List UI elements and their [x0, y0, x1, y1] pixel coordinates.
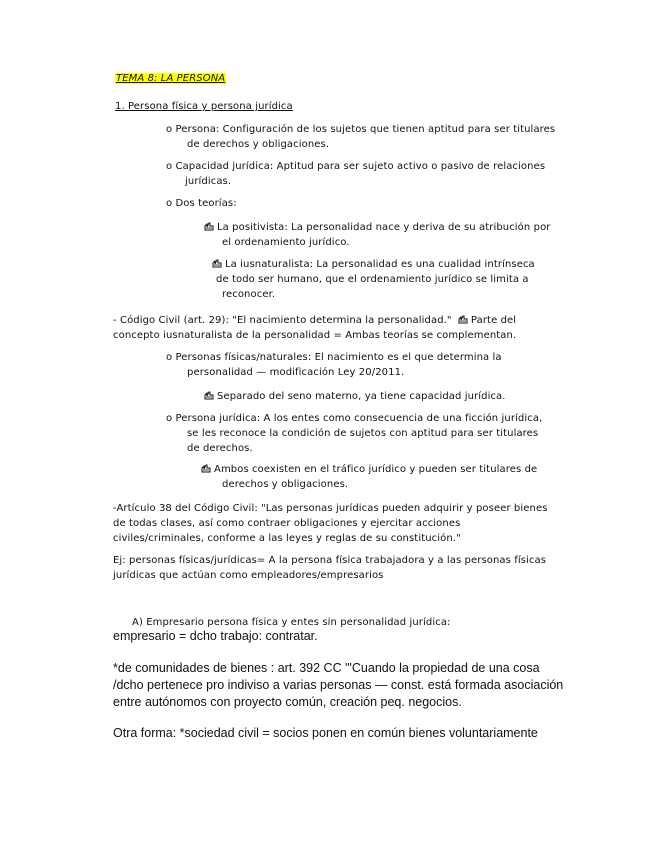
ejemplo-cont: jurídicas que actúan como empleadores/empresarios — [113, 570, 384, 581]
empresario-line: empresario = dcho trabajo: contratar. — [113, 629, 318, 643]
sub-bullet-iusnaturalista-cont: de todo ser humano, que el ordenamiento jurídico se limita a — [216, 274, 529, 285]
hand-pointer-icon — [204, 391, 214, 400]
comunidades-cont2: entre autónomos con proyecto común, creación peq. negocios. — [113, 695, 462, 709]
bullet-persona-juridica-cont2: de derechos. — [187, 443, 253, 454]
section-heading-1: 1. Persona física y persona jurídica — [115, 101, 293, 112]
bullet-persona-juridica-cont: se les reconoce la condición de sujetos con aptitud para ser titulares — [187, 428, 539, 439]
bullet-personas-fisicas-cont: personalidad — modificación Ley 20/2011. — [187, 367, 405, 378]
bullet-persona-cont: de derechos y obligaciones. — [187, 139, 330, 150]
bullet-persona-juridica: o Persona jurídica: A los entes como consecuencia de una ficción jurídica, — [166, 413, 543, 424]
hand-pointer-icon — [201, 464, 211, 473]
sub-bullet-positivista-cont: el ordenamiento jurídico. — [222, 237, 350, 248]
otra-forma-line: Otra forma: *sociedad civil = socios ponen en común bienes voluntariamente — [113, 726, 538, 740]
bullet-persona: o Persona: Configuración de los sujetos que tienen aptitud para ser titulares — [166, 124, 556, 135]
sub-bullet-ambos: Ambos coexisten en el tráfico jurídico y pueden ser titulares de — [201, 462, 537, 477]
bullet-capacidad-cont: jurídicas. — [185, 176, 232, 187]
articulo-38-cont: de todas clases, así como contraer obligaciones y ejercitar acciones — [113, 518, 461, 529]
articulo-38-cont2: civiles/criminales, conforme a las leyes y reglas de su constitución." — [113, 533, 461, 544]
comunidades-line: *de comunidades de bienes : art. 392 CC "'Cuando la propiedad de una cosa — [113, 661, 540, 675]
codigo-civil-line: - Código Civil (art. 29): "El nacimiento determina la personalidad." Parte del — [113, 315, 517, 326]
codigo-civil-cont: concepto iusnaturalista de la personalidad = Ambas teorías se complementan. — [113, 330, 517, 341]
bullet-capacidad: o Capacidad jurídica: Aptitud para ser sujeto activo o pasivo de relaciones — [166, 161, 546, 172]
hand-pointer-icon — [212, 259, 222, 268]
articulo-38-line: -Artículo 38 del Código Civil: "Las personas jurídicas pueden adquirir y poseer bienes — [113, 503, 548, 514]
bullet-personas-fisicas: o Personas físicas/naturales: El nacimiento es el que determina la — [166, 352, 502, 363]
hand-pointer-icon — [204, 222, 214, 231]
section-heading-a: A) Empresario persona física y entes sin personalidad jurídica: — [132, 617, 451, 628]
hand-pointer-icon — [458, 315, 468, 324]
comunidades-cont: /dcho pertenece pro indiviso a varias personas — const. está formada asociación — [113, 678, 564, 692]
bullet-dos-teorias: o Dos teorías: — [166, 198, 237, 209]
sub-bullet-iusnaturalista: La iusnaturalista: La personalidad es una cualidad intrínseca — [212, 257, 535, 272]
sub-bullet-separado: Separado del seno materno, ya tiene capacidad jurídica. — [204, 389, 506, 404]
ejemplo-line: Ej: personas físicas/jurídicas= A la persona física trabajadora y a las personas físicas — [113, 555, 547, 566]
sub-bullet-ambos-cont: derechos y obligaciones. — [222, 479, 349, 490]
document-title: TEMA 8: LA PERSONA — [116, 73, 226, 84]
sub-bullet-iusnaturalista-cont2: reconocer. — [222, 289, 276, 300]
sub-bullet-positivista: La positivista: La personalidad nace y deriva de su atribución por — [204, 220, 551, 235]
